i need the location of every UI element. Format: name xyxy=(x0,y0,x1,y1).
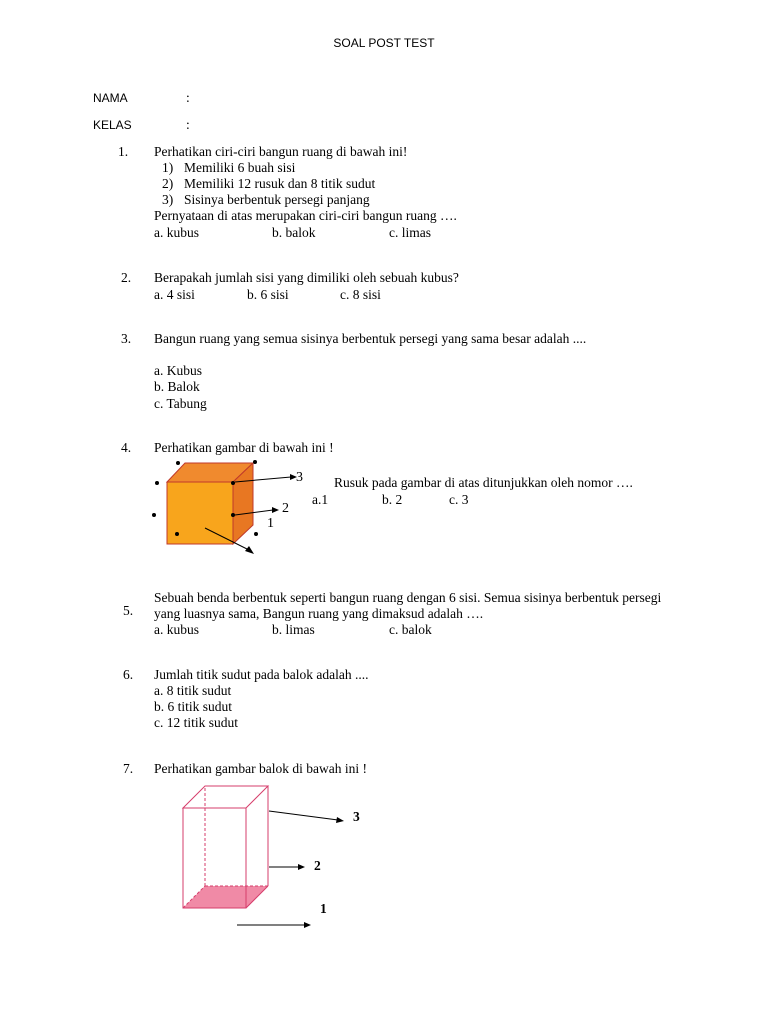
question-number: 3. xyxy=(121,331,132,346)
prism-figure xyxy=(175,780,335,935)
name-label: NAMA xyxy=(93,91,128,105)
question-text: Perhatikan gambar balok di bawah ini ! xyxy=(154,761,367,776)
vertex-dot xyxy=(176,461,180,465)
option-b: b. 2 xyxy=(382,492,403,507)
question-text-line-1: Sebuah benda berbentuk seperti bangun ruang dengan 6 sisi. Semua sisinya berbentuk persegi xyxy=(154,590,662,605)
vertex-dot xyxy=(254,532,258,536)
arrow-3-head xyxy=(336,817,344,823)
list-item-text: Memiliki 12 rusuk dan 8 titik sudut xyxy=(184,176,376,191)
option-a: a.1 xyxy=(312,492,329,507)
prism-top-face xyxy=(183,786,268,808)
list-item-number: 1) xyxy=(162,160,174,175)
option-a: a. kubus xyxy=(154,225,199,240)
question-text: Bangun ruang yang semua sisinya berbentuk persegi yang sama besar adalah .... xyxy=(154,331,587,346)
question-prompt: Pernyataan di atas merupakan ciri-ciri bangun ruang …. xyxy=(154,208,457,223)
arrow-3-line xyxy=(269,811,338,820)
class-colon: : xyxy=(186,117,190,132)
option-b: b. Balok xyxy=(154,379,200,394)
question-prompt: Rusuk pada gambar di atas ditunjukkan oleh nomor …. xyxy=(334,475,633,490)
vertex-dot xyxy=(231,481,235,485)
question-text: Jumlah titik sudut pada balok adalah .... xyxy=(154,667,369,682)
question-number: 4. xyxy=(121,440,132,455)
list-item-number: 2) xyxy=(162,176,174,191)
list-item-text: Memiliki 6 buah sisi xyxy=(184,160,296,175)
question-number: 5. xyxy=(123,603,134,618)
vertex-dot xyxy=(155,481,159,485)
vertex-dot xyxy=(231,513,235,517)
option-b: b. 6 titik sudut xyxy=(154,699,233,714)
option-a: a. kubus xyxy=(154,622,199,637)
question-number: 1. xyxy=(118,144,129,159)
option-b: b. balok xyxy=(272,225,316,240)
option-c: c. 12 titik sudut xyxy=(154,715,238,730)
arrow-1-head xyxy=(245,546,254,554)
cube-label-1: 1 xyxy=(267,516,274,531)
prism-label-1: 1 xyxy=(320,901,327,916)
option-c: c. balok xyxy=(389,622,432,637)
option-c: c. 3 xyxy=(449,492,469,507)
arrow-2-head xyxy=(298,864,305,870)
option-b: b. 6 sisi xyxy=(247,287,289,302)
option-a: a. Kubus xyxy=(154,363,202,378)
option-c: c. limas xyxy=(389,225,431,240)
question-number: 6. xyxy=(123,667,134,682)
vertex-dot xyxy=(175,532,179,536)
question-number: 7. xyxy=(123,761,134,776)
arrow-1-head xyxy=(304,922,311,928)
page-title: SOAL POST TEST xyxy=(333,36,435,50)
class-label: KELAS xyxy=(93,118,132,132)
vertex-dot xyxy=(253,460,257,464)
option-a: a. 8 titik sudut xyxy=(154,683,232,698)
question-text: Perhatikan gambar di bawah ini ! xyxy=(154,440,334,455)
arrow-2-head xyxy=(272,507,279,513)
list-item-number: 3) xyxy=(162,192,174,207)
prism-label-2: 2 xyxy=(314,858,321,873)
cube-figure xyxy=(145,455,315,560)
option-b: b. limas xyxy=(272,622,315,637)
cube-label-3: 3 xyxy=(296,470,303,485)
cube-label-2: 2 xyxy=(282,501,289,516)
question-text: Perhatikan ciri-ciri bangun ruang di bawah ini! xyxy=(154,144,408,159)
name-colon: : xyxy=(186,90,190,105)
question-text: Berapakah jumlah sisi yang dimiliki oleh sebuah kubus? xyxy=(154,270,459,285)
option-a: a. 4 sisi xyxy=(154,287,195,302)
question-number: 2. xyxy=(121,270,132,285)
question-text-line-2: yang luasnya sama, Bangun ruang yang dimaksud adalah …. xyxy=(154,606,484,621)
option-c: c. Tabung xyxy=(154,396,207,411)
list-item-text: Sisinya berbentuk persegi panjang xyxy=(184,192,370,207)
prism-base-face xyxy=(183,886,268,908)
option-c: c. 8 sisi xyxy=(340,287,381,302)
prism-label-3: 3 xyxy=(353,809,360,824)
vertex-dot xyxy=(152,513,156,517)
